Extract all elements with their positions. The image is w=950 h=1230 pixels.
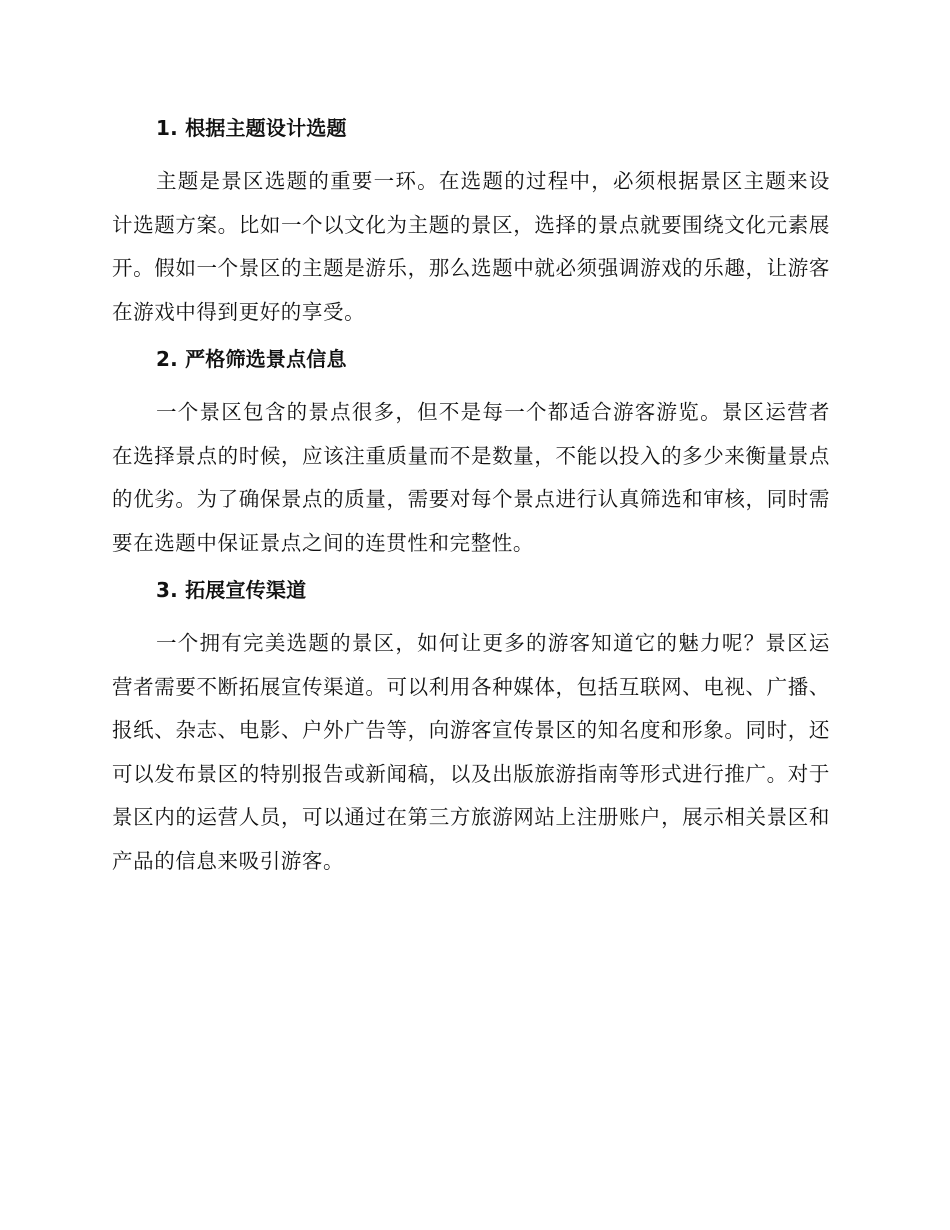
spacer bbox=[112, 565, 830, 574]
spacer bbox=[112, 144, 830, 160]
spacer bbox=[112, 334, 830, 343]
section-1 bbox=[112, 112, 830, 334]
section-heading-3: 3. 拓展宣传渠道 bbox=[156, 578, 307, 602]
document-page bbox=[112, 112, 830, 883]
section-2 bbox=[112, 343, 830, 565]
section-heading-2: 2. 严格筛选景点信息 bbox=[156, 347, 347, 371]
section-3 bbox=[112, 574, 830, 883]
spacer bbox=[112, 606, 830, 622]
section-paragraph-1: 主题是景区选题的重要一环。在选题的过程中，必须根据景区主题来设计选题方案。比如一个以文化为主题的景区，选择的景点就要围绕文化元素展开。假如一个景区的主题是游乐，那么选题中就必须强调游戏的乐趣，让游客在游戏中得到更好的享受。 bbox=[112, 169, 830, 324]
section-paragraph-2: 一个景区包含的景点很多，但不是每一个都适合游客游览。景区运营者在选择景点的时候，应该注重质量而不是数量，不能以投入的多少来衡量景点的优劣。为了确保景点的质量，需要对每个景点进行认真筛选和审核，同时需要在选题中保证景点之间的连贯性和完整性。 bbox=[112, 400, 830, 555]
section-paragraph-3: 一个拥有完美选题的景区，如何让更多的游客知道它的魅力呢？景区运营者需要不断拓展宣传渠道。可以利用各种媒体，包括互联网、电视、广播、报纸、杂志、电影、户外广告等，向游客宣传景区的知名度和形象。同时，还可以发布景区的特别报告或新闻稿，以及出版旅游指南等形式进行推广。对于景区内的运营人员，可以通过在第三方旅游网站上注册账户，展示相关景区和产品的信息来吸引游客。 bbox=[112, 631, 830, 873]
section-heading-1: 1. 根据主题设计选题 bbox=[156, 116, 347, 140]
spacer bbox=[112, 375, 830, 391]
